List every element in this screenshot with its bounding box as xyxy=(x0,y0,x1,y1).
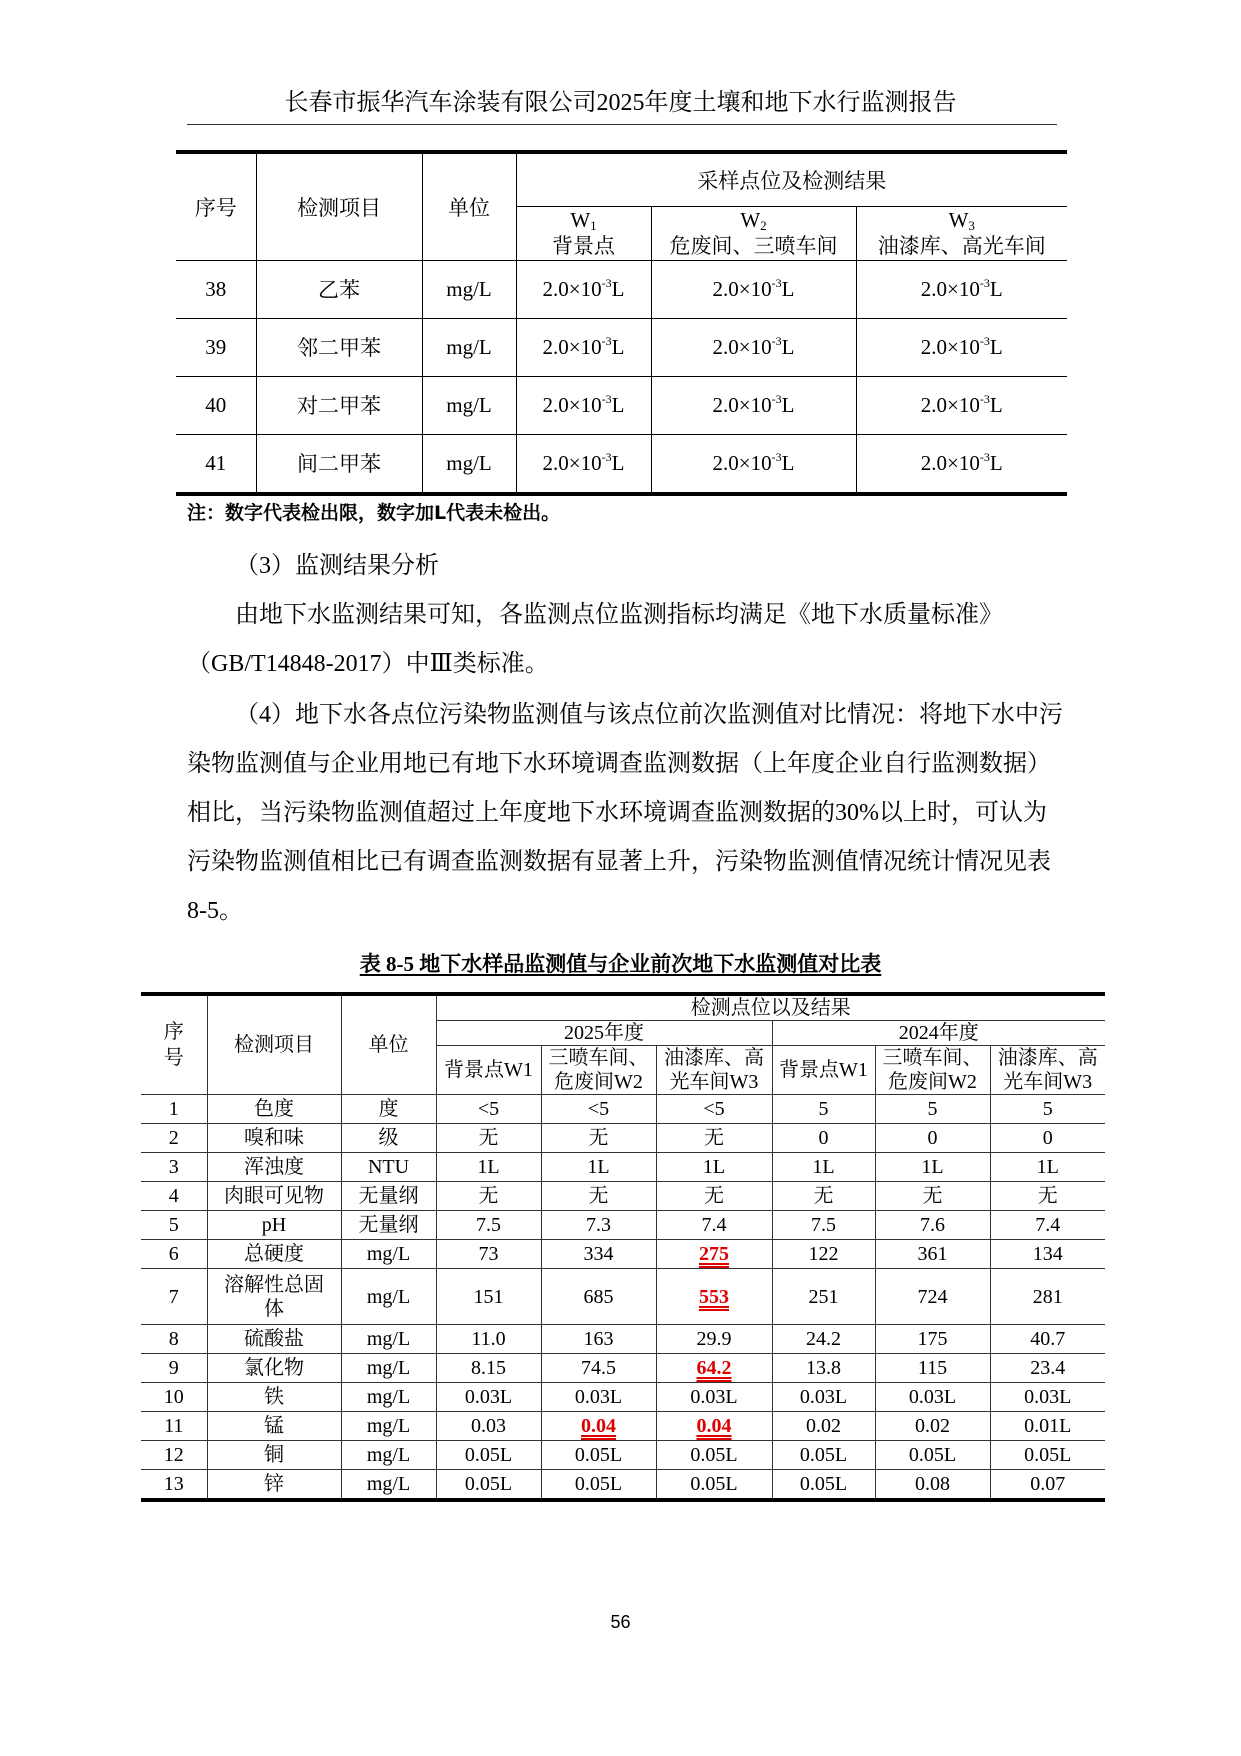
cell-value: 361 xyxy=(875,1240,990,1269)
cell-value: 0.05L xyxy=(541,1470,656,1501)
table-row xyxy=(141,1441,1105,1470)
cell-index: 6 xyxy=(141,1240,207,1269)
running-header: 长春市振华汽车涂装有限公司2025年度土壤和地下水行监测报告 xyxy=(284,90,957,116)
cell-item: 嗅和味 xyxy=(207,1124,341,1153)
highlighted-value: 0.04 xyxy=(581,1415,616,1437)
cell-unit: mg/L xyxy=(422,318,516,376)
cell-item: 总硬度 xyxy=(207,1240,341,1269)
cell-value: 无 xyxy=(541,1182,656,1211)
section-3-title: （3）监测结果分析 xyxy=(235,553,439,579)
cell-value: 无 xyxy=(436,1182,541,1211)
cell-item: 色度 xyxy=(207,1095,341,1124)
cell-value: 685 xyxy=(541,1269,656,1325)
cell-value: 115 xyxy=(875,1354,990,1383)
value-base: 2.0×10 xyxy=(920,450,980,475)
cell-value: 0.03L xyxy=(656,1383,772,1412)
table-row xyxy=(176,318,1067,376)
table-row xyxy=(141,1325,1105,1354)
col-header-point-w3 xyxy=(856,206,1067,260)
cell-value: 5 xyxy=(990,1095,1105,1124)
cell-value: 0.03L xyxy=(541,1383,656,1412)
col-header-item: 检测项目 xyxy=(207,994,341,1095)
cell-value: 40.7 xyxy=(990,1325,1105,1354)
cell-value: 0 xyxy=(772,1124,875,1153)
highlighted-value: 553 xyxy=(699,1285,729,1308)
cell-index: 10 xyxy=(141,1383,207,1412)
cell-value: 无 xyxy=(875,1182,990,1211)
table-row xyxy=(141,1354,1105,1383)
cell-value: 7.3 xyxy=(541,1211,656,1240)
cell-index: 41 xyxy=(176,434,256,494)
highlighted-value: 0.04 xyxy=(696,1415,732,1437)
col-header-point-2024-w1: 背景点W1 xyxy=(772,1046,875,1095)
value-suffix: L xyxy=(611,276,625,301)
cell-value: 0 xyxy=(990,1124,1105,1153)
col-header-group: 检测点位以及结果 xyxy=(436,994,1105,1021)
cell-value: 24.2 xyxy=(772,1325,875,1354)
cell-unit: mg/L xyxy=(341,1383,436,1412)
cell-index: 39 xyxy=(176,318,256,376)
table-row xyxy=(141,1240,1105,1269)
cell-value: 1L xyxy=(875,1153,990,1182)
header-rule xyxy=(187,124,1057,125)
value-suffix: L xyxy=(989,276,1003,301)
col-header-item: 检测项目 xyxy=(256,152,422,260)
col-header-point-2025-w3: 油漆库、高光车间W3 xyxy=(656,1046,772,1095)
value-base: 2.0×10 xyxy=(542,450,602,475)
cell-value xyxy=(651,260,856,318)
cell-value: 0.03L xyxy=(875,1383,990,1412)
value-exponent: -3 xyxy=(771,391,782,406)
value-exponent: -3 xyxy=(979,391,990,406)
cell-value xyxy=(656,1354,772,1383)
cell-value: 8.15 xyxy=(436,1354,541,1383)
cell-value: 无 xyxy=(656,1124,772,1153)
cell-value: 13.8 xyxy=(772,1354,875,1383)
point-code: W xyxy=(570,208,591,232)
cell-value xyxy=(651,434,856,494)
value-suffix: L xyxy=(781,334,795,359)
page-number: 56 xyxy=(610,1612,631,1632)
value-exponent: -3 xyxy=(979,449,990,464)
cell-value: <5 xyxy=(436,1095,541,1124)
value-exponent: -3 xyxy=(601,333,612,348)
cell-unit: mg/L xyxy=(422,434,516,494)
cell-index: 4 xyxy=(141,1182,207,1211)
cell-value: 0.05L xyxy=(436,1470,541,1501)
cell-value: 无 xyxy=(541,1124,656,1153)
cell-item: 溶解性总固体 xyxy=(207,1269,341,1325)
cell-item: 铁 xyxy=(207,1383,341,1412)
value-exponent: -3 xyxy=(979,333,990,348)
cell-value: 0.05L xyxy=(772,1441,875,1470)
cell-unit: 级 xyxy=(341,1124,436,1153)
cell-value: 163 xyxy=(541,1325,656,1354)
cell-item: 锌 xyxy=(207,1470,341,1501)
table-row xyxy=(141,1182,1105,1211)
cell-value: 0.03L xyxy=(436,1383,541,1412)
value-suffix: L xyxy=(611,334,625,359)
table-caption xyxy=(0,948,1241,978)
cell-index: 7 xyxy=(141,1269,207,1325)
point-code-subscript: 2 xyxy=(760,218,767,233)
table-row xyxy=(141,1124,1105,1153)
table-row xyxy=(141,1412,1105,1441)
point-code: W xyxy=(948,208,969,232)
groundwater-results-table-continued xyxy=(176,150,1067,496)
cell-index: 8 xyxy=(141,1325,207,1354)
cell-value: 0.05L xyxy=(990,1441,1105,1470)
cell-item: 硫酸盐 xyxy=(207,1325,341,1354)
cell-unit: mg/L xyxy=(341,1269,436,1325)
cell-value: 0.05L xyxy=(656,1441,772,1470)
cell-value: 23.4 xyxy=(990,1354,1105,1383)
highlighted-value: 64.2 xyxy=(696,1357,732,1379)
cell-value xyxy=(516,318,651,376)
cell-value: 134 xyxy=(990,1240,1105,1269)
cell-value xyxy=(651,376,856,434)
cell-value: 0.07 xyxy=(990,1470,1105,1501)
cell-index: 13 xyxy=(141,1470,207,1501)
cell-value: 无 xyxy=(772,1182,875,1211)
cell-value xyxy=(651,318,856,376)
cell-value: 无 xyxy=(990,1182,1105,1211)
value-base: 2.0×10 xyxy=(712,392,772,417)
cell-value xyxy=(541,1412,656,1441)
cell-value xyxy=(516,260,651,318)
cell-value: 0.05L xyxy=(436,1441,541,1470)
cell-item: 邻二甲苯 xyxy=(256,318,422,376)
table-row xyxy=(141,1211,1105,1240)
cell-index: 1 xyxy=(141,1095,207,1124)
col-header-point-2024-w2: 三喷车间、危废间W2 xyxy=(875,1046,990,1095)
col-header-group: 采样点位及检测结果 xyxy=(516,152,1067,206)
cell-value: 0 xyxy=(875,1124,990,1153)
cell-value xyxy=(516,434,651,494)
table-row xyxy=(141,1153,1105,1182)
value-base: 2.0×10 xyxy=(712,334,772,359)
cell-item: 对二甲苯 xyxy=(256,376,422,434)
point-label: 背景点 xyxy=(552,234,615,258)
point-code-subscript: 1 xyxy=(590,218,597,233)
cell-value: 251 xyxy=(772,1269,875,1325)
cell-unit: mg/L xyxy=(422,260,516,318)
cell-value: 7.4 xyxy=(990,1211,1105,1240)
value-base: 2.0×10 xyxy=(712,450,772,475)
cell-value xyxy=(856,434,1067,494)
cell-item: 肉眼可见物 xyxy=(207,1182,341,1211)
value-base: 2.0×10 xyxy=(920,276,980,301)
value-exponent: -3 xyxy=(601,449,612,464)
col-header-point-2024-w3: 油漆库、高光车间W3 xyxy=(990,1046,1105,1095)
cell-value: 0.08 xyxy=(875,1470,990,1501)
table-row xyxy=(141,1383,1105,1412)
cell-unit: mg/L xyxy=(341,1325,436,1354)
value-base: 2.0×10 xyxy=(920,392,980,417)
cell-value xyxy=(856,318,1067,376)
cell-value: 5 xyxy=(772,1095,875,1124)
table-row xyxy=(141,1470,1105,1501)
value-base: 2.0×10 xyxy=(542,334,602,359)
cell-item: 氯化物 xyxy=(207,1354,341,1383)
cell-value: 0.05L xyxy=(541,1441,656,1470)
cell-value xyxy=(516,376,651,434)
cell-value: 7.5 xyxy=(436,1211,541,1240)
value-exponent: -3 xyxy=(771,333,782,348)
cell-value xyxy=(656,1412,772,1441)
value-base: 2.0×10 xyxy=(712,276,772,301)
cell-value: 0.05L xyxy=(875,1441,990,1470)
col-header-unit: 单位 xyxy=(422,152,516,260)
value-exponent: -3 xyxy=(979,275,990,290)
cell-unit: mg/L xyxy=(341,1354,436,1383)
cell-value: 无 xyxy=(656,1182,772,1211)
cell-value: 334 xyxy=(541,1240,656,1269)
col-header-year-2025: 2025年度 xyxy=(436,1021,772,1046)
cell-index: 5 xyxy=(141,1211,207,1240)
col-header-year-2024: 2024年度 xyxy=(772,1021,1105,1046)
cell-value: 73 xyxy=(436,1240,541,1269)
cell-value: 7.5 xyxy=(772,1211,875,1240)
cell-value: 0.03L xyxy=(990,1383,1105,1412)
comparison-table xyxy=(141,992,1105,1502)
value-suffix: L xyxy=(611,392,625,417)
value-suffix: L xyxy=(611,450,625,475)
cell-index: 2 xyxy=(141,1124,207,1153)
section-3-text: 由地下水监测结果可知，各监测点位监测指标均满足《地下水质量标准》（GB/T14848-2017）中Ⅲ类标准。 xyxy=(187,602,1003,677)
cell-index: 38 xyxy=(176,260,256,318)
cell-value xyxy=(856,376,1067,434)
cell-value: 175 xyxy=(875,1325,990,1354)
cell-item: 铜 xyxy=(207,1441,341,1470)
cell-unit: 无量纲 xyxy=(341,1211,436,1240)
point-label: 油漆库、高光车间 xyxy=(877,234,1046,258)
value-suffix: L xyxy=(989,450,1003,475)
col-header-point-2025-w2: 三喷车间、危废间W2 xyxy=(541,1046,656,1095)
table-caption-text: 表 8-5 地下水样品监测值与企业前次地下水监测值对比表 xyxy=(359,952,882,976)
cell-unit: 度 xyxy=(341,1095,436,1124)
cell-value xyxy=(856,260,1067,318)
table-row xyxy=(141,1095,1105,1124)
col-header-index-text: 序号 xyxy=(163,1021,184,1069)
cell-value: 7.4 xyxy=(656,1211,772,1240)
cell-value: 0.03L xyxy=(772,1383,875,1412)
cell-value: 29.9 xyxy=(656,1325,772,1354)
cell-value xyxy=(656,1240,772,1269)
value-exponent: -3 xyxy=(601,391,612,406)
cell-index: 40 xyxy=(176,376,256,434)
cell-unit: NTU xyxy=(341,1153,436,1182)
value-exponent: -3 xyxy=(601,275,612,290)
cell-unit: mg/L xyxy=(341,1441,436,1470)
cell-value: 1L xyxy=(541,1153,656,1182)
cell-unit: 无量纲 xyxy=(341,1182,436,1211)
table-row xyxy=(141,1269,1105,1325)
col-header-point-2025-w1: 背景点W1 xyxy=(436,1046,541,1095)
cell-value: 1L xyxy=(990,1153,1105,1182)
value-exponent: -3 xyxy=(771,449,782,464)
cell-value: 122 xyxy=(772,1240,875,1269)
table-row xyxy=(176,260,1067,318)
cell-value: 1L xyxy=(436,1153,541,1182)
cell-unit: mg/L xyxy=(341,1412,436,1441)
cell-value: 74.5 xyxy=(541,1354,656,1383)
cell-item: 浑浊度 xyxy=(207,1153,341,1182)
cell-value: 151 xyxy=(436,1269,541,1325)
table-row xyxy=(176,434,1067,494)
point-code-subscript: 3 xyxy=(968,218,975,233)
cell-value: 11.0 xyxy=(436,1325,541,1354)
cell-value: 5 xyxy=(875,1095,990,1124)
cell-value: 724 xyxy=(875,1269,990,1325)
point-label: 危废间、三喷车间 xyxy=(669,234,838,258)
value-suffix: L xyxy=(989,392,1003,417)
highlighted-value: 275 xyxy=(699,1243,729,1265)
cell-index: 3 xyxy=(141,1153,207,1182)
value-exponent: -3 xyxy=(771,275,782,290)
cell-index: 9 xyxy=(141,1354,207,1383)
cell-value: <5 xyxy=(656,1095,772,1124)
cell-value: 0.02 xyxy=(772,1412,875,1441)
cell-value: 281 xyxy=(990,1269,1105,1325)
cell-value xyxy=(656,1269,772,1325)
cell-value: 0.05L xyxy=(656,1470,772,1501)
cell-value: 7.6 xyxy=(875,1211,990,1240)
cell-value: 1L xyxy=(772,1153,875,1182)
cell-item: 间二甲苯 xyxy=(256,434,422,494)
value-base: 2.0×10 xyxy=(542,392,602,417)
cell-unit: mg/L xyxy=(422,376,516,434)
cell-value: 0.05L xyxy=(772,1470,875,1501)
point-code: W xyxy=(740,208,761,232)
value-base: 2.0×10 xyxy=(542,276,602,301)
cell-value: <5 xyxy=(541,1095,656,1124)
cell-unit: mg/L xyxy=(341,1470,436,1501)
col-header-index: 序号 xyxy=(176,152,256,260)
col-header-index xyxy=(141,994,207,1095)
table-note: 注：数字代表检出限，数字加L代表未检出。 xyxy=(187,502,561,524)
value-suffix: L xyxy=(781,276,795,301)
section-4-text: （4）地下水各点位污染物监测值与该点位前次监测值对比情况：将地下水中污染物监测值与企业用地已有地下水环境调查监测数据（上年度企业自行监测数据）相比，当污染物监测值超过上年度地下水环境调查监测数据的30%以上时，可认为污染物监测值相比已有调查监测数据有显著上升，污染物监测值情况统计情况见表 8-5。 xyxy=(187,702,1063,924)
col-header-point-w2 xyxy=(651,206,856,260)
col-header-point-w1 xyxy=(516,206,651,260)
value-suffix: L xyxy=(989,334,1003,359)
cell-value: 无 xyxy=(436,1124,541,1153)
cell-value: 1L xyxy=(656,1153,772,1182)
cell-item: 乙苯 xyxy=(256,260,422,318)
cell-value: 0.02 xyxy=(875,1412,990,1441)
cell-value: 0.01L xyxy=(990,1412,1105,1441)
cell-index: 11 xyxy=(141,1412,207,1441)
cell-unit: mg/L xyxy=(341,1240,436,1269)
value-base: 2.0×10 xyxy=(920,334,980,359)
cell-item: 锰 xyxy=(207,1412,341,1441)
cell-index: 12 xyxy=(141,1441,207,1470)
cell-item: pH xyxy=(207,1211,341,1240)
value-suffix: L xyxy=(781,450,795,475)
table-row xyxy=(176,376,1067,434)
col-header-unit: 单位 xyxy=(341,994,436,1095)
value-suffix: L xyxy=(781,392,795,417)
cell-value: 0.03 xyxy=(436,1412,541,1441)
